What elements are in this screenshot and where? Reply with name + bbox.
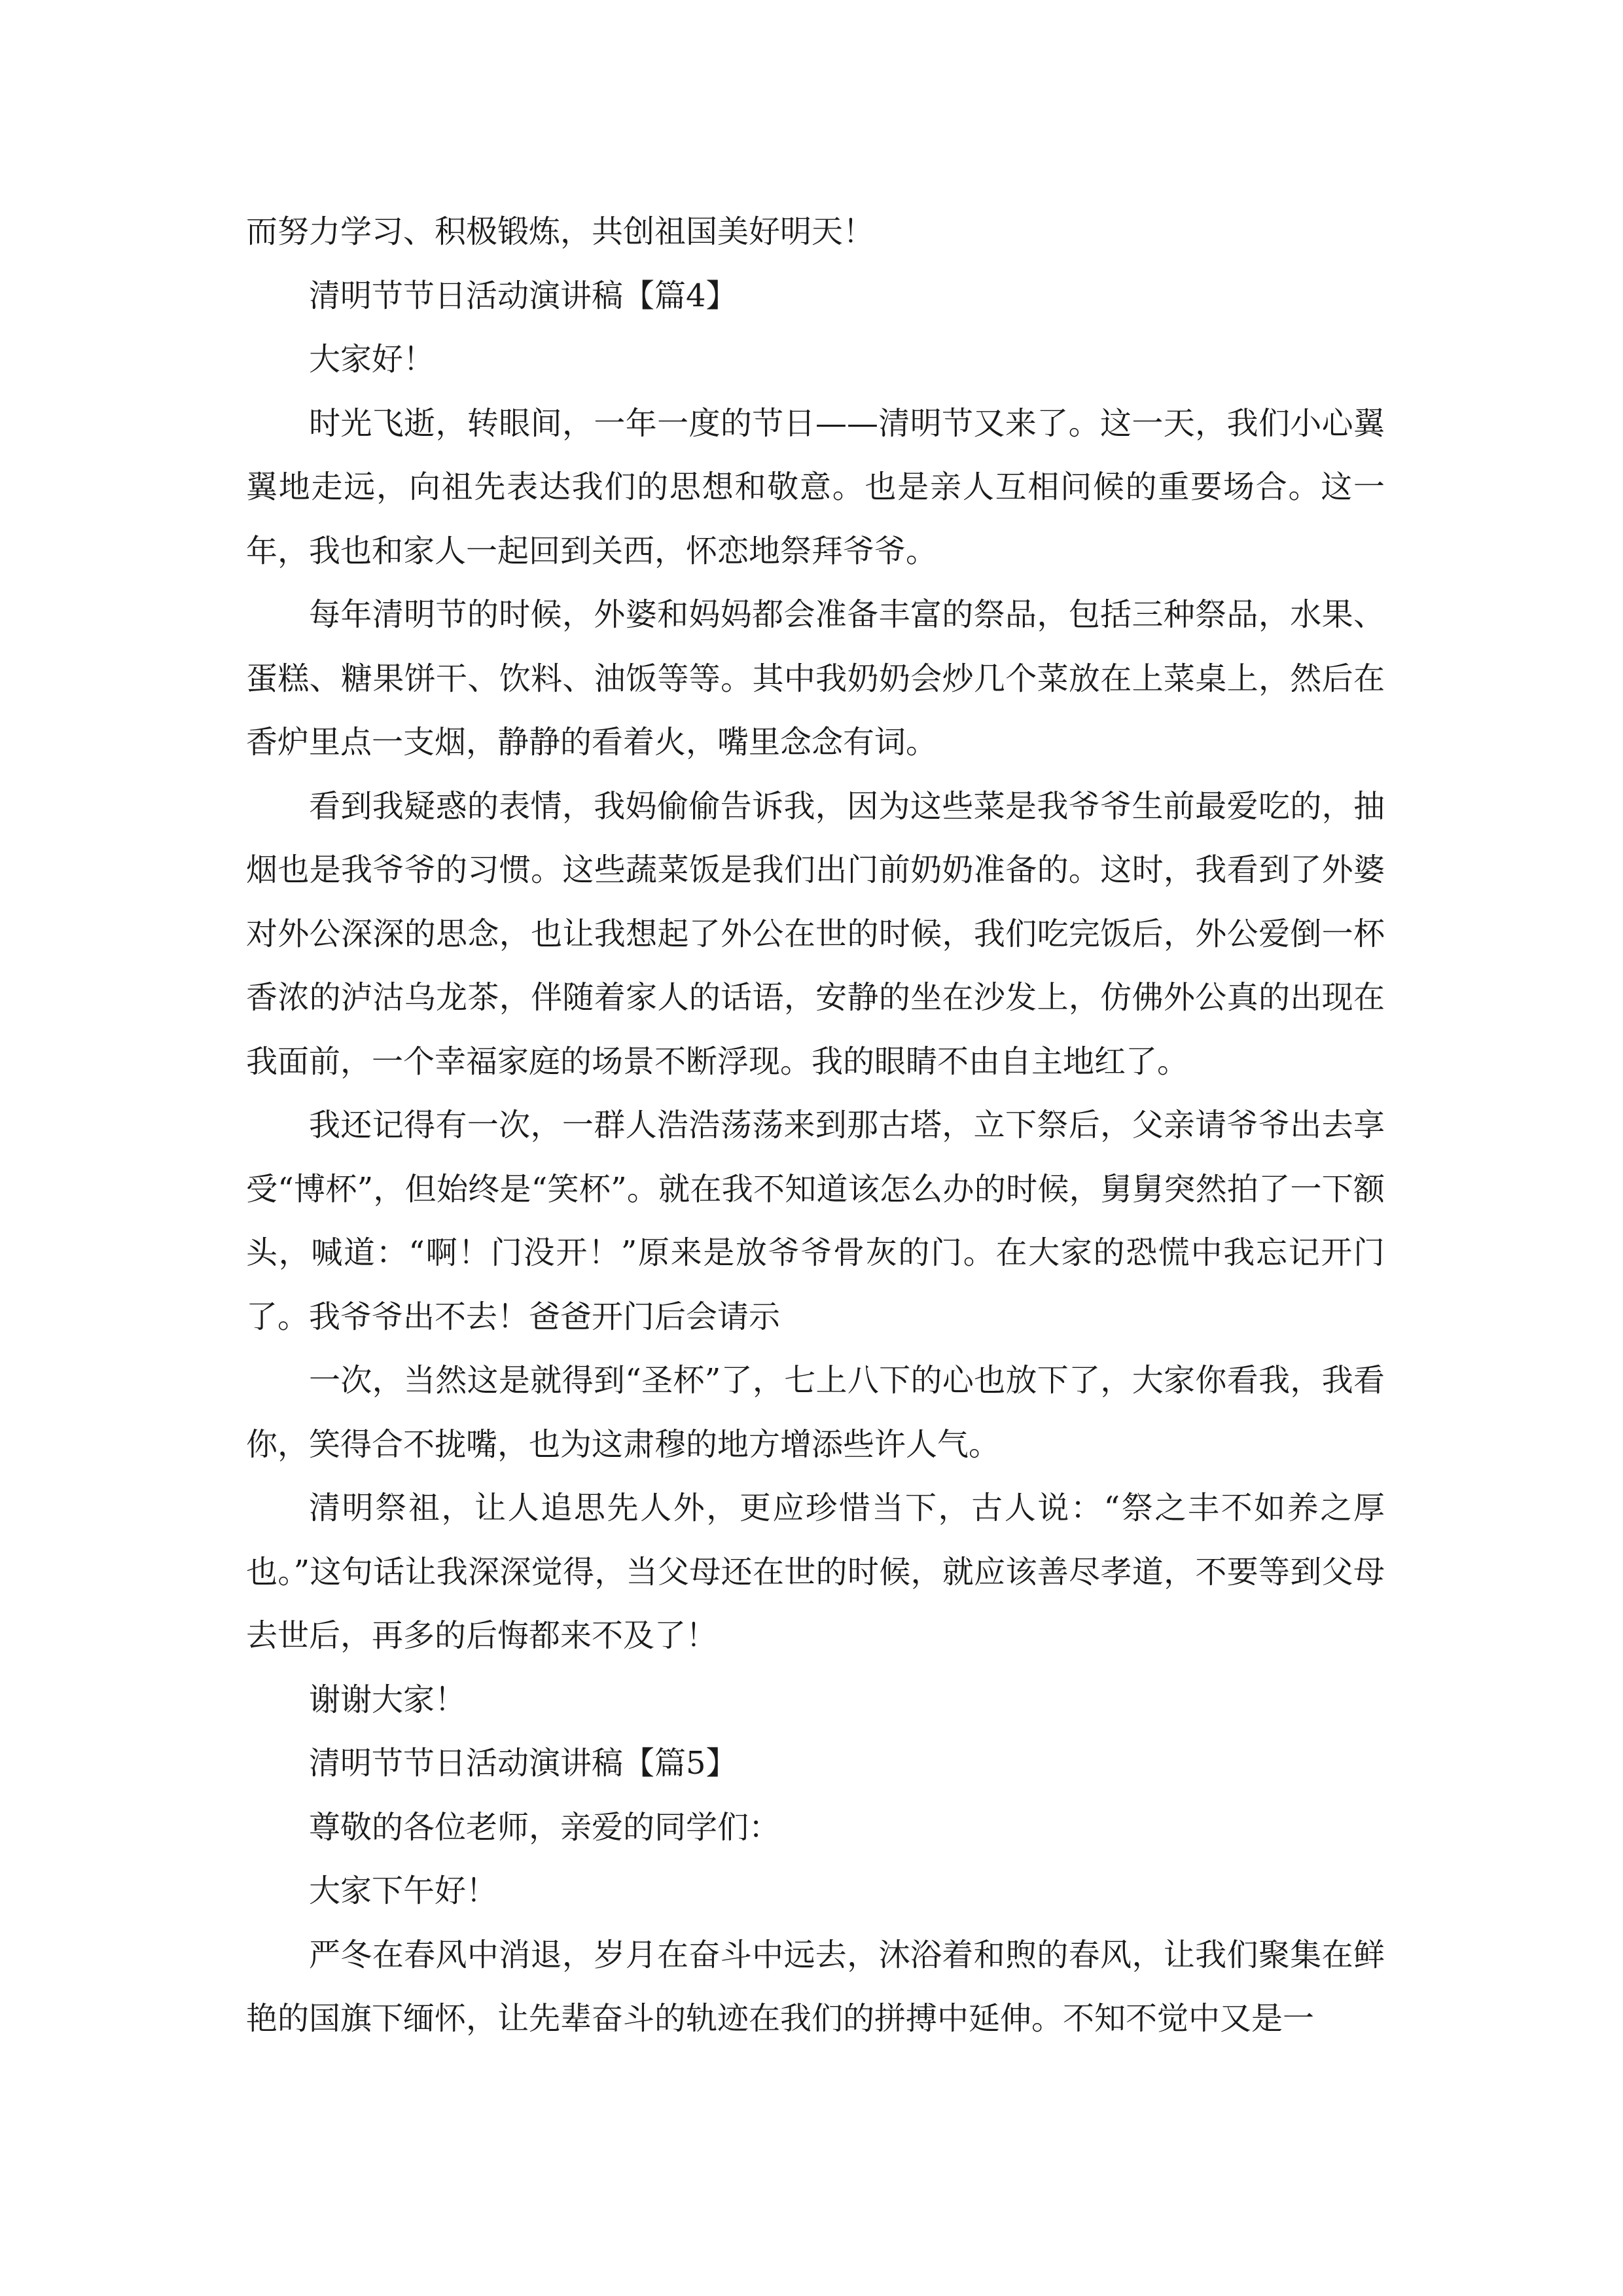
- paragraph: 而努力学习、积极锻炼，共创祖国美好明天！: [246, 213, 875, 250]
- greeting: 大家下午好！: [309, 1873, 498, 1909]
- section-heading: 清明节节日活动演讲稿【篇4】: [309, 277, 738, 314]
- paragraph: 一次，当然这是就得到“圣杯”了，七上八下的心也放下了，大家你看我，我看你，笑得合不拢嘴，也为这肃穆的地方增添些许人气。: [246, 1362, 1385, 1463]
- paragraph: 每年清明节的时候，外婆和妈妈都会准备丰富的祭品，包括三种祭品，水果、蛋糕、糖果饼干、饮料、油饭等等。其中我奶奶会炒几个菜放在上菜桌上，然后在香炉里点一支烟，静静的看着火，嘴里念念有词。: [246, 596, 1385, 761]
- paragraph: 清明祭祖，让人追思先人外，更应珍惜当下，古人说：“祭之丰不如养之厚也。”这句话让我深深觉得，当父母还在世的时候，就应该善尽孝道，不要等到父母去世后，再多的后悔都来不及了！: [246, 1490, 1385, 1654]
- paragraph: 时光飞逝，转眼间，一年一度的节日——清明节又来了。这一天，我们小心翼翼地走远，向祖先表达我们的思想和敬意。也是亲人互相问候的重要场合。这一年，我也和家人一起回到关西，怀恋地祭拜爷爷。: [246, 404, 1385, 569]
- salutation: 尊敬的各位老师，亲爱的同学们：: [309, 1808, 781, 1846]
- section-heading: 清明节节日活动演讲稿【篇5】: [309, 1745, 738, 1782]
- greeting: 大家好！: [309, 341, 435, 378]
- paragraph: 严冬在春风中消退，岁月在奋斗中远去，沐浴着和煦的春风，让我们聚集在鲜艳的国旗下缅怀，让先辈奋斗的轨迹在我们的拼搏中延伸。不知不觉中又是一: [246, 1936, 1385, 2037]
- closing: 谢谢大家！: [309, 1681, 467, 1718]
- document-body: [246, 200, 1385, 2051]
- paragraph: 看到我疑惑的表情，我妈偷偷告诉我，因为这些菜是我爷爷生前最爱吃的，抽烟也是我爷爷的习惯。这些蔬菜饭是我们出门前奶奶准备的。这时，我看到了外婆对外公深深的思念，也让我想起了外公在世的时候，我们吃完饭后，外公爱倒一杯香浓的泸沽乌龙茶，伴随着家人的话语，安静的坐在沙发上，仿佛外公真的出现在我面前，一个幸福家庭的场景不断浮现。我的眼睛不由自主地红了。: [246, 787, 1385, 1080]
- paragraph: 我还记得有一次，一群人浩浩荡荡来到那古塔，立下祭后，父亲请爷爷出去享受“博杯”，但始终是“笑杯”。就在我不知道该怎么办的时候，舅舅突然拍了一下额头，喊道：“啊！门没开！”原来是放爷爷骨灰的门。在大家的恐慌中我忘记开门了。我爷爷出不去！爸爸开门后会请示: [246, 1107, 1385, 1335]
